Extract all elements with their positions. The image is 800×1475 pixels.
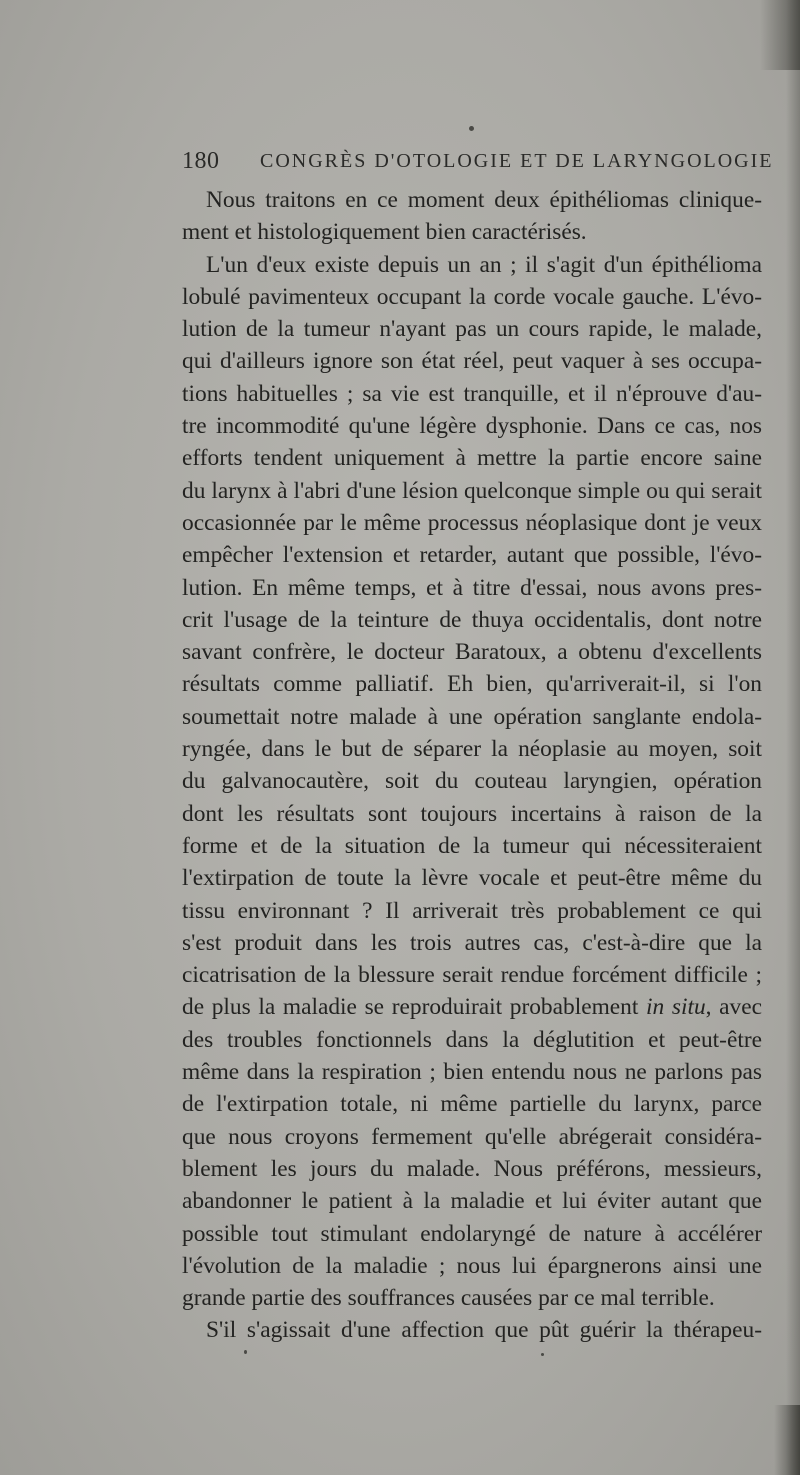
- text-line: grande partie des souffrances causées par ce mal terrible.: [182, 1285, 715, 1312]
- text-line: tre incommodité qu'une légère dysphonie. Dans ce cas, nos: [182, 413, 762, 440]
- ink-speck: [541, 1353, 544, 1356]
- text-line: s'est produit dans les trois autres cas, c'est-à-dire que la: [182, 929, 762, 956]
- text-line: dont les résultats sont toujours incertains à raison de la: [182, 800, 762, 827]
- text-line: savant confrère, le docteur Baratoux, a obtenu d'excellents: [182, 639, 762, 666]
- text-line: que nous croyons fermement qu'elle abrégerait considéra-: [182, 1123, 762, 1150]
- text-line: du galvanocautère, soit du couteau laryngien, opération: [182, 768, 762, 795]
- text-line: cicatrisation de la blessure serait rendue forcément difficile ;: [182, 962, 762, 989]
- page-edge-shadow: [786, 0, 800, 1475]
- text-line: blement les jours du malade. Nous préférons, messieurs,: [182, 1155, 762, 1182]
- text-line: ryngée, dans le but de séparer la néoplasie au moyen, soit: [182, 736, 762, 763]
- text-line: l'extirpation de toute la lèvre vocale et peut-être même du: [182, 865, 762, 892]
- running-header: [182, 146, 774, 176]
- text-line: de plus la maladie se reproduirait probablement in situ, avec: [182, 994, 762, 1021]
- text-line: des troubles fonctionnels dans la déglutition et peut-être: [182, 1026, 762, 1053]
- text-line: lobulé pavimenteux occupant la corde vocale gauche. L'évo-: [182, 283, 762, 310]
- text-line: crit l'usage de la teinture de thuya occidentalis, dont notre: [182, 606, 762, 633]
- text-line: lution. En même temps, et à titre d'essai, nous avons pres-: [182, 574, 762, 601]
- text-line: possible tout stimulant endolaryngé de nature à accélérer: [182, 1220, 762, 1247]
- text-line: tions habituelles ; sa vie est tranquille, et il n'éprouve d'au-: [182, 380, 762, 407]
- text-line: de l'extirpation totale, ni même partielle du larynx, parce: [182, 1091, 762, 1118]
- page-corner-shadow-bottom: [774, 1405, 800, 1475]
- italic-phrase: in situ: [646, 994, 706, 1021]
- body-text: [182, 184, 762, 1347]
- text-line: soumettait notre malade à une opération sanglante endola-: [182, 703, 762, 730]
- text-line: abandonner le patient à la maladie et lui éviter autant que: [182, 1188, 762, 1215]
- text-line: même dans la respiration ; bien entendu nous ne parlons pas: [182, 1059, 762, 1086]
- page-corner-shadow-top: [760, 0, 800, 70]
- ink-speck: [244, 1350, 247, 1354]
- running-head-title: CONGRÈS D'OTOLOGIE ET DE LARYNGOLOGIE: [260, 150, 774, 172]
- text-line: lution de la tumeur n'ayant pas un cours rapide, le malade,: [182, 316, 762, 343]
- text-line: empêcher l'extension et retarder, autant que possible, l'évo-: [182, 542, 762, 569]
- text-line: forme et de la situation de la tumeur qui nécessiteraient: [182, 832, 762, 859]
- text-line: efforts tendent uniquement à mettre la partie encore saine: [182, 445, 762, 472]
- text-line: l'évolution de la maladie ; nous lui épargnerons ainsi une: [182, 1252, 762, 1279]
- text-line: occasionnée par le même processus néoplasique dont je veux: [182, 509, 762, 536]
- text-line: Nous traitons en ce moment deux épithéliomas clinique-: [206, 187, 762, 213]
- text-line: qui d'ailleurs ignore son état réel, peut vaquer à ses occupa-: [182, 348, 762, 375]
- text-line: L'un d'eux existe depuis un an ; il s'agit d'un épithélioma: [206, 251, 762, 278]
- ink-speck: [469, 126, 474, 131]
- text-line: du larynx à l'abri d'une lésion quelconque simple ou qui serait: [182, 477, 762, 504]
- text-line: tissu environnant ? Il arriverait très probablement ce qui: [182, 897, 762, 924]
- text-line: S'il s'agissait d'une affection que pût guérir la thérapeu-: [206, 1317, 762, 1344]
- text-line: ment et histologiquement bien caractérisés.: [182, 219, 587, 246]
- page-number: 180: [182, 148, 220, 174]
- text-line: résultats comme palliatif. Eh bien, qu'arriverait-il, si l'on: [182, 671, 762, 698]
